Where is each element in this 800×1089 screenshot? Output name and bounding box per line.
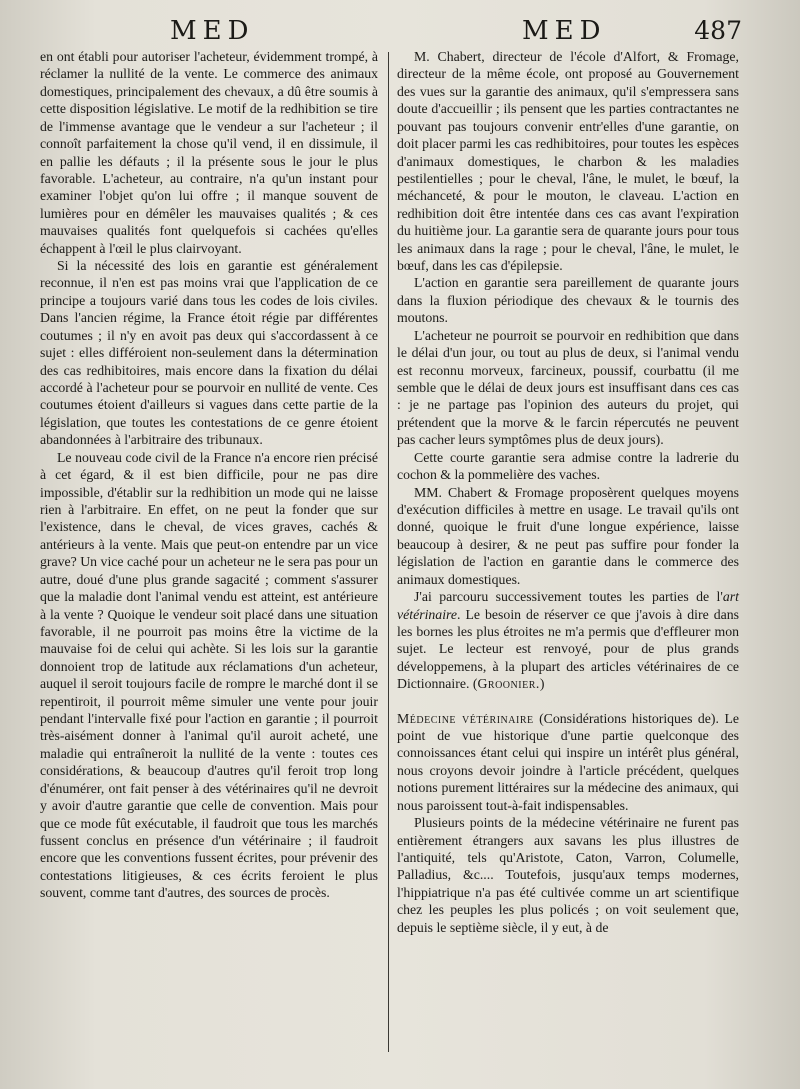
paragraph: Si la nécessité des lois en garantie est généralement reconnue, il n'en est pas moins vrai que l'application de ce principe a toujours varié dans tous les codes de lois civiles. Dans l'ancien régime, la France étoit régie par différentes coutumes ; il n'y en avoit pas deux qui s'accordassent à ce sujet : elles différoient non-seulement dans la détermination des cas redhibitoires, mais encore dans la fixation du délai accordé à l'acheteur pour se pourvoir en nullité de vente. Ces coutumes étoient d'ailleurs si vagues dans cette partie de la législation, que toutes les contestations de ce genre étoient abandonnées à l'arbitraire des tribunaux. xyxy=(40,258,378,448)
column-divider xyxy=(388,52,389,1052)
entry-paragraph xyxy=(397,710,739,815)
italic-term: art vétérinaire xyxy=(397,589,739,622)
author-signature: Groonier. xyxy=(477,676,540,692)
paragraph: Plusieurs points de la médecine vétérinaire ne furent pas entièrement étrangers aux savans les plus illustres de l'antiquité, tels qu'Aristote, Caton, Varron, Columelle, Palladius, &c.... Toutefois, jusqu'aux temps modernes, l'hippiatrique n'a pas été cultivée comme un art scientifique chez les peuples les plus policés ; on voit seulement que, depuis le septième siècle, il y eut, à de xyxy=(397,815,739,935)
right-column xyxy=(397,48,739,936)
paragraph: M. Chabert, directeur de l'école d'Alfort, & Fromage, directeur de la même école, ont proposé au Gouvernement des vues sur la garantie des animaux, qu'il s'empressera sans doute d'accueillir ; ils pensent que les parties contractantes ne pouvant pas toujours convenir entr'elles d'une garantie, on doit placer parmi les cas redhibitoires, pour toutes les espèces d'animaux domestiques, le charbon & les maladies pestilentielles ; pour le cheval, l'âne, le mulet, le bœuf, la méchanceté, & pour le mouton, le claveau. L'action en redhibition doit être intentée dans ces cas avant l'expiration du huitième jour. La garantie sera de quarante jours pour tous les animaux dans la rage ; pour le cheval, l'âne, le mulet, le bœuf, dans les cas d'épilepsie. xyxy=(397,49,739,274)
page-header xyxy=(0,12,800,48)
entry-headword: Médecine vétérinaire xyxy=(397,710,534,726)
paragraph: L'action en garantie sera pareillement de quarante jours dans la fluxion périodique des chevaux & le tournis des moutons. xyxy=(397,275,739,326)
page-number: 487 xyxy=(694,16,742,45)
left-column xyxy=(40,48,378,902)
closing-text-end: ) xyxy=(539,676,545,692)
paragraph: en ont établi pour autoriser l'acheteur, évidemment trompé, à réclamer la nullité de la vente. Le commerce des animaux domestiques, principalement des chevaux, a dû être soumis à cette disposition législative. Le motif de la redhibition se tire de l'immense avantage que le vendeur a sur l'acheteur ; il connoît parfaitement la chose qu'il vend, il en dissimule, il en pallie les défauts ; il la présente sous le jour le plus favorable. L'acheteur, au contraire, n'a qu'un instant pour examiner l'objet qu'on lui offre ; il manque souvent de lumières pour en démêler les mauvaises qualités ; & ces mauvaises qualités font quelquefois si cachées qu'elles échappent à l'œil le plus clairvoyant. xyxy=(40,49,378,256)
running-head-left: MED xyxy=(170,16,255,46)
running-head-right: MED xyxy=(522,16,607,46)
paragraph: Cette courte garantie sera admise contre la ladrerie du cochon & la pommelière des vaches. xyxy=(397,449,739,483)
closing-text-after: . Le besoin de réserver ce que j'avois à dire dans les bornes les plus étroites ne m'a permis que d'effleurer mon sujet. Le lecteur est renvoyé, pour de plus grands développemens, à la plupart des articles vétérinaires de ce Dictionnaire. ( xyxy=(397,606,739,692)
closing-paragraph xyxy=(397,588,739,693)
section-gap xyxy=(397,693,739,710)
paragraph: MM. Chabert & Fromage proposèrent quelques moyens d'exécution difficiles à mettre en usage. Le travail qu'ils ont donné, quoique le fruit d'une longue expérience, laisse beaucoup à desirer, & ne peut pas suffire pour fonder la législation de l'action en garantie dans le commerce des animaux domestiques. xyxy=(397,484,739,587)
paragraph: Le nouveau code civil de la France n'a encore rien précisé à cet égard, & il est bien difficile, pour ne pas dire impossible, d'établir sur la redhibition un mode qui ne laisse rien à l'arbitraire. En effet, on ne peut la fonder que sur l'existence, dans le cheval, de vices graves, cachés & antérieurs à la vente. Mais que peut-on entendre par un vice grave? Un vice caché pour un acheteur ne le sera pas pour un autre, doué d'une plus grande sagacité ; comment s'assurer que la maladie dont l'animal vendu est atteint, est antérieure à la vente ? Quoique le vendeur soit placé dans une situation favorable, il ne pourroit pas moins être la victime de la mauvaise foi de celui qui achète. Si les lois sur la garantie donnoient trop de latitude aux réclamations d'un acheteur, auquel il seroit toujours facile de rompre le marché dont il se repentiroit, il pourroit même simuler une vente pour jouir pendant l'intervalle fixé pour l'action en garantie ; il pourroit très-aisément donner à l'animal qu'il auroit acheté, une maladie qui entraîneroit la nullité de la vente : toutes ces considérations, & beaucoup d'autres qu'il feroit trop long d'énumérer, ont fait penser à des vétérinaires qu'il ne devroit y avoir d'autre garantie que celle de convention. Mais pour que ce mode fût exécutable, il faudroit que tous les marchés fussent conclus en présence d'un vétérinaire ; il faudroit encore que les conventions fussent écrites, pour prévenir des contestations litigieuses, & ces écrits feroient le plus souvent, comme tant d'autres, des sources de procès. xyxy=(40,449,378,901)
entry-text: (Considérations historiques de). Le point de vue historique d'une partie quelconque des connoissances étant celui qui inspire un intérêt plus général, nous croyons devoir joindre à l'article précédent, quelques notions purement littéraires sur la médecine des animaux, qui nous paroissent tout-à-fait indispensables. xyxy=(397,710,739,813)
closing-text-before: J'ai parcouru successivement toutes les parties de l' xyxy=(414,589,723,605)
paragraph: L'acheteur ne pourroit se pourvoir en redhibition que dans le délai d'un jour, ou tout au plus de deux, si l'animal vendu est reconnu morveux, farcineux, poussif, courbattu (il me semble que le délai de deux jours est insuffisant dans ces cas : je ne partage pas l'opinion des auteurs du projet, qui prétendent que la morve & le farcin répercutés ne peuvent pas cacher leurs symptômes plus de deux jours). xyxy=(397,327,739,448)
